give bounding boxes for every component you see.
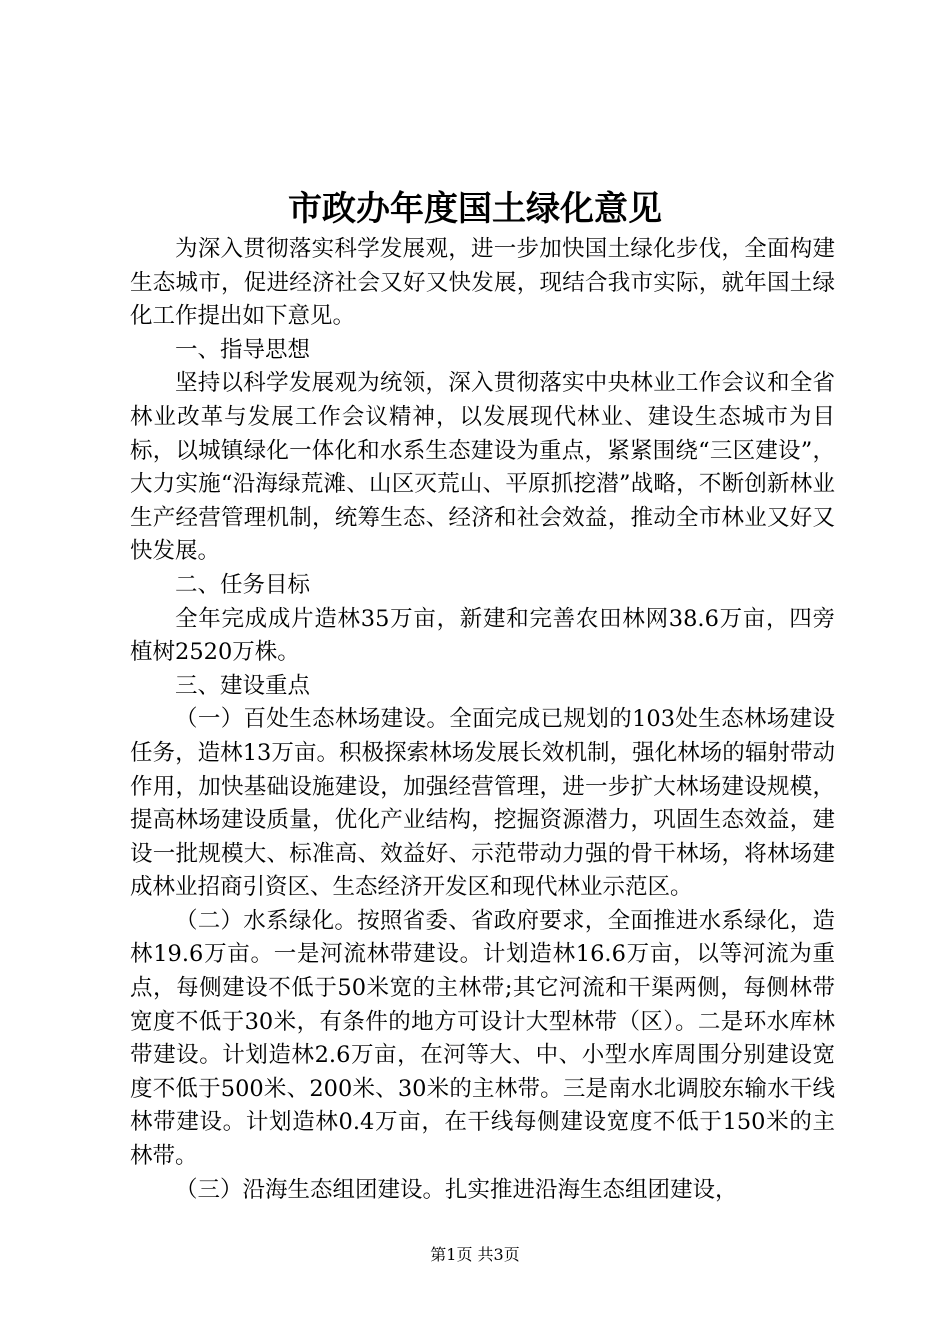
section-heading-task-goals: 二、任务目标 [175,571,311,598]
page-number-footer: 第1页 共3页 [430,1245,520,1264]
item-paragraph-water-greening: （二）水系绿化。按照省委、省政府要求，全面推进水系绿化，造林19.6万亩。一是河流林带建设。计划造林16.6万亩，以等河流为重点，每侧建设不低于50米宽的主林带;其它河流和干渠两侧，每侧林带宽度不低于30米，有条件的地方可设计大型林带（区）。二是环水库林带建设。计划造林2.6万亩，在河等大、中、小型水库周围分别建设宽度不低于500米、200米、30米的主林带。三是南水北调胶东输水干线林带建设。计划造林0.4万亩，在干线每侧建设宽度不低于150米的主林带。 [130,907,835,1170]
section-heading-guiding-thought: 一、指导思想 [175,336,311,363]
section-heading-key-construction: 三、建设重点 [175,672,311,699]
section-paragraph-task-goals: 全年完成成片造林35万亩，新建和完善农田林网38.6万亩，四旁植树2520万株。 [130,605,835,666]
item-paragraph-forest-farms: （一）百处生态林场建设。全面完成已规划的103处生态林场建设任务，造林13万亩。积极探索林场发展长效机制，强化林场的辐射带动作用，加快基础设施建设，加强经营管理，进一步扩大林场建设规模，提高林场建设质量，优化产业结构，挖掘资源潜力，巩固生态效益，建设一批规模大、标准高、效益好、示范带动力强的骨干林场，将林场建成林业招商引资区、生态经济开发区和现代林业示范区。 [130,706,835,901]
item-paragraph-coastal-ecology: （三）沿海生态组团建设。扎实推进沿海生态组团建设， [175,1176,738,1203]
document-body [130,233,835,1207]
section-paragraph-guiding-thought: 坚持以科学发展观为统领，深入贯彻落实中央林业工作会议和全省林业改革与发展工作会议精神，以发展现代林业、建设生态城市为目标，以城镇绿化一体化和水系生态建设为重点，紧紧围绕“三区建设”，大力实施“沿海绿荒滩、山区灭荒山、平原抓挖潜”战略，不断创新林业生产经营管理机制，统筹生态、经济和社会效益，推动全市林业又好又快发展。 [130,370,835,565]
intro-paragraph: 为深入贯彻落实科学发展观，进一步加快国土绿化步伐，全面构建生态城市，促进经济社会又好又快发展，现结合我市实际，就年国土绿化工作提出如下意见。 [130,236,835,330]
document-title: 市政办年度国土绿化意见 [288,189,662,229]
